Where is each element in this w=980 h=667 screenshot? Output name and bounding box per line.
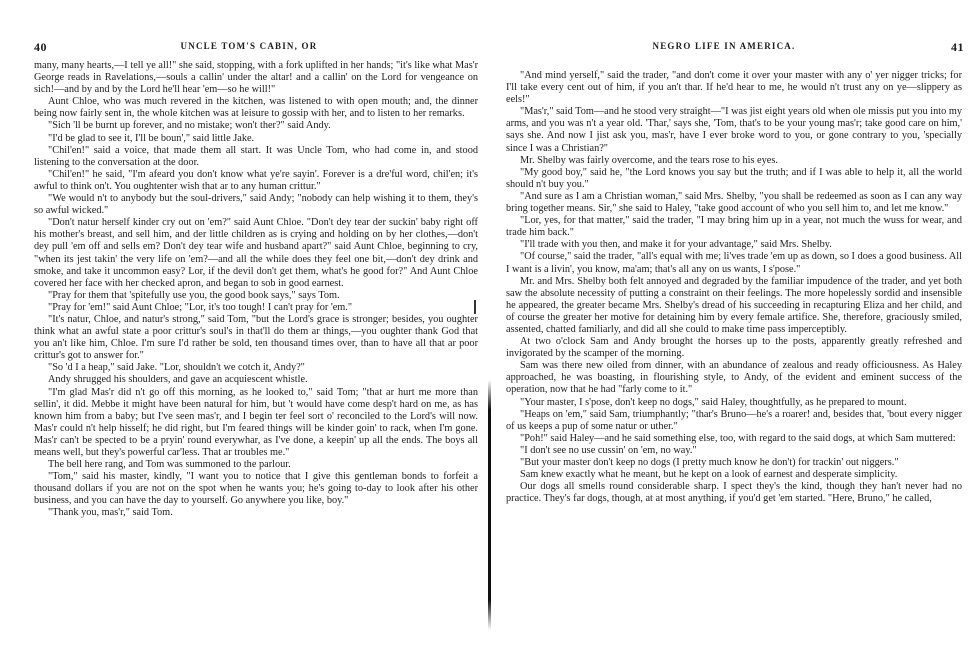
paragraph: Our dogs all smells round considerable sharp. I spect they's the kind, though they han't never had no practice. They's far dogs, though, at at most anything, if you'd get 'em started. "Here, Bruno," he called, xyxy=(506,481,962,505)
paragraph: "It's natur, Chloe, and natur's strong," said Tom, "but the Lord's grace is stronger; besides, you oughter think what an awful state a poor crittur's soul's in that'll do them ar things,—you oughter thank God that you an't like him, Chloe. I'm sure I'd rather be sold, ten thousand times over, than to have all that ar poor crittur's got to answer for." xyxy=(34,313,478,362)
paragraph: many, many hearts,—I tell ye all!" she said, stopping, with a fork uplifted in her hands; "it's like what Mas'r George reads in Ravelations,—souls a callin' under the altar! and a callin' on the Lord for vengeance on sich!—and by and by the Lord he'll hear 'em—so he will!" xyxy=(34,60,478,96)
book-gutter xyxy=(488,380,491,630)
paragraph: "I don't see no use cussin' on 'em, no way." xyxy=(520,444,697,456)
paragraph: Sam knew exactly what he meant, but he kept on a look of earnest and desperate simplicity. xyxy=(520,469,898,481)
left-page-text xyxy=(34,60,478,520)
paragraph: "Your master, I s'pose, don't keep no dogs," said Haley, thoughtfully, as he prepared to mount. xyxy=(520,396,907,408)
paragraph: "Sich 'll be burnt up forever, and no mistake; won't ther?" said Andy. xyxy=(48,120,331,132)
paragraph: "Of course," said the trader, "all's equal with me; li'ves trade 'em up as down, so I does a good business. All I want is a livin', you know, ma'am; that's all any on us wants, I s'pose." xyxy=(506,251,962,275)
right-page-text xyxy=(506,70,962,505)
paragraph: Sam was there new oiled from dinner, with an abundance of zealous and ready officiousness. As Haley approached, he was boasting, in flourishing style, to Andy, of the evident and eminent success of the operation, now that he had "farly come to it." xyxy=(506,360,962,396)
paragraph: "I'm glad Mas'r did n't go off this morning, as he looked to," said Tom; "that ar hurt me more than sellin', it did. Mebbe it might have been natural for him, but 't would have come desp't hard on me, as has known him from a baby; but I've seen mas'r, and I begin ter feel sort o' reconciled to the Lord's will now. Mas'r could n't help hisself; he did right, but I'm feared things will be kinder goin' to rack, when I'm gone. Mas'r can't be spected to be a pryin' round everywhar, as I've done, a keepin' up all the ends. The boys all means well, but they's powerful car'less. That ar troubles me." xyxy=(34,386,478,458)
right-page xyxy=(498,0,970,667)
paragraph: "Pray for them that 'spitefully use you, the good book says," says Tom. xyxy=(48,289,340,301)
left-page-number: 40 xyxy=(34,40,47,54)
left-page xyxy=(14,0,484,667)
paragraph: Andy shrugged his shoulders, and gave an acquiescent whistle. xyxy=(48,374,308,386)
paragraph: Mr. and Mrs. Shelby both felt annoyed and degraded by the familiar impudence of the trader, and yet both saw the absolute necessity of putting a constraint on their feelings. The more hopelessly sordid and insensible he appeared, the greater became Mrs. Shelby's dread of his succeeding in recapturing Eliza and her child, and of course the greater her motive for detaining him by every female artifice. She, therefore, graciously smiled, assented, chatted familiarly, and did all she could to make time pass imperceptibly. xyxy=(506,275,962,335)
paragraph: "Don't natur herself kinder cry out on 'em?" said Aunt Chloe. "Don't dey tear der suckin' baby right off his mother's breast, and sell him, and der little children as is crying and holding on by her clothes,—don't dey pull 'em off and sells em? Don't dey tear wife and husband apart?" said Aunt Chloe, beginning to cry, "when its jest takin' the very life on 'em?—and all the while does they feel one bit,—don't dey drink and smoke, and take it uncommon easy? Lor, if the devil don't get them, what's he good for?" And Aunt Chloe covered her face with her checked apron, and began to sob in good earnest. xyxy=(34,217,478,289)
paragraph: The bell here rang, and Tom was summoned to the parlour. xyxy=(48,459,291,471)
paragraph: "Poh!" said Haley—and he said something else, too, with regard to the said dogs, at which Sam muttered: xyxy=(520,432,956,444)
right-running-title: NEGRO LIFE IN AMERICA. xyxy=(652,41,796,51)
paragraph: "Chil'en!" said a voice, that made them all start. It was Uncle Tom, who had come in, and stood listening to the conversation at the door. xyxy=(34,144,478,168)
paragraph: Aunt Chloe, who was much revered in the kitchen, was listened to with open mouth; and, the dinner being now fairly sent in, the whole kitchen was at leisure to gossip with her, and to listen to her remarks. xyxy=(34,96,478,120)
paragraph: "Chil'en!" he said, "I'm afeard you don't know what ye're sayin'. Forever is a dre'ful word, chil'en; it's awful to think on't. You oughtenter wish that ar to any human crittur." xyxy=(34,168,478,192)
paragraph: "And sure as I am a Christian woman," said Mrs. Shelby, "you shall be redeemed as soon as I can any way bring together means. Sir," she said to Haley, "take good account of who you sell him to, and let me know." xyxy=(506,190,962,215)
left-running-head xyxy=(14,40,484,54)
paragraph: "And mind yerself," said the trader, "and don't come it over your master with any o' yer nigger tricks; for I'll take every cent out of him, if you an't thar. If he'd hear to me, he would n't trust any on ye—slippery as eels!" xyxy=(506,70,962,106)
left-running-title: UNCLE TOM'S CABIN, OR xyxy=(180,41,318,51)
paragraph: "Thank you, mas'r," said Tom. xyxy=(48,507,173,519)
paragraph: "Lor, yes, for that matter," said the trader, "I may bring him up in a year, not much the wuss for wear, and trade him back." xyxy=(506,215,962,239)
paragraph: "Mas'r," said Tom—and he stood very straight—"I was jist eight years old when ole missis put you into my arms, and you was n't a year old. 'Thar,' says she, 'Tom, that's to be your young mas'r; take good care on him,' says she. And now I jist ask you, mas'r, have I ever broke word to you, or gone contrary to you, 'specially since I was a Christian?" xyxy=(506,106,962,154)
paragraph: "My good boy," said he, "the Lord knows you say but the truth; and if I was able to help it, all the world should n't buy you." xyxy=(506,166,962,190)
paragraph: "Tom," said his master, kindly, "I want you to notice that I give this gentleman bonds to forfeit a thousand dollars if you are not on the spot when he wants you; he's going to-day to look after his other business, and you can have the day to yourself. Go anywhere you like, boy." xyxy=(34,471,478,507)
paragraph: "We would n't to anybody but the soul-drivers," said Andy; "nobody can help wishing it to them, they's so awful wicked." xyxy=(34,193,478,217)
paragraph: At two o'clock Sam and Andy brought the horses up to the posts, apparently greatly refreshed and invigorated by the scamper of the morning. xyxy=(506,336,962,360)
paragraph: "I'll trade with you then, and make it for your advantage," said Mrs. Shelby. xyxy=(520,239,832,251)
paragraph: "But your master don't keep no dogs (I pretty much know he don't) for trackin' out niggers." xyxy=(520,457,899,468)
paragraph: "I'd be glad to see it, I'll be boun'," said little Jake. xyxy=(48,132,255,144)
right-running-head xyxy=(498,40,970,54)
paragraph: "So 'd I a heap," said Jake. "Lor, shouldn't we cotch it, Andy?" xyxy=(48,362,305,374)
gutter-mark xyxy=(474,300,476,314)
right-page-number: 41 xyxy=(951,40,964,54)
paragraph: Mr. Shelby was fairly overcome, and the tears rose to his eyes. xyxy=(520,154,778,166)
paragraph: "Pray for 'em!" said Aunt Chloe; "Lor, it's too tough! I can't pray for 'em." xyxy=(48,301,353,313)
paragraph: "Heaps on 'em," said Sam, triumphantly; "thar's Bruno—he's a roarer! and, besides that, 'bout every nigger of us keeps a pup of some natur or uther." xyxy=(506,408,962,432)
